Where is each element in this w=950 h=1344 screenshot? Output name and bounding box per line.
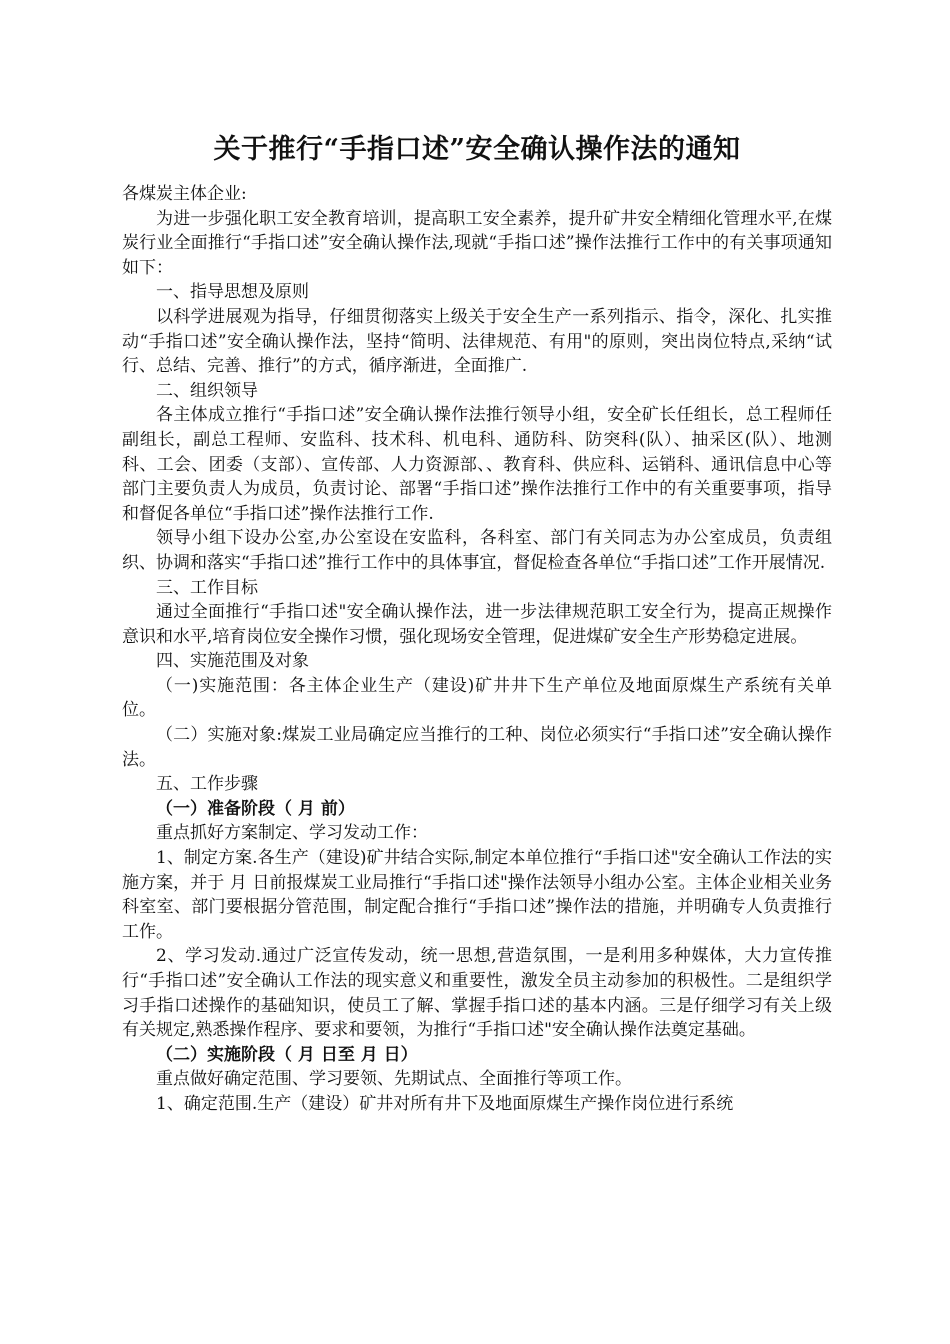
- section-heading-4: 四、实施范围及对象: [156, 651, 309, 672]
- paragraph-leadership-group: 各主体成立推行“手指口述”安全确认操作法推行领导小组，安全矿长任组长，总工程师任副组长，副总工程师、安监科、技术科、机电科、通防科、防突科(队）、抽采区(队）、地测科、工会、团委（支部）、宣传部、人力资源部、、教育科、供应科、运销科、通讯信息中心等部门主要负责人为成员，负责讨论、部署“手指口述”操作法推行工作中的有关重要事项，指导和督促各单位“手指口述”操作法推行工作.: [122, 405, 832, 524]
- paragraph-office: 领导小组下设办公室,办公室设在安监科，各科室、部门有关同志为办公室成员，负责组织、协调和落实“手指口述”推行工作中的具体事宜，督促检查各单位“手指口述”工作开展情况.: [122, 528, 832, 573]
- section-heading-3: 三、工作目标: [156, 577, 258, 598]
- document-title: 关于推行“手指口述”安全确认操作法的通知: [213, 134, 741, 165]
- section-heading-1: 一、指导思想及原则: [156, 282, 309, 303]
- paragraph-implementation-focus: 重点做好确定范围、学习要领、先期试点、全面推行等项工作。: [156, 1069, 632, 1090]
- subheading-preparation-stage: （一）准备阶段（ 月 前）: [156, 798, 355, 819]
- paragraph-scope: （一)实施范围：各主体企业生产（建设)矿井井下生产单位及地面原煤生产系统有关单位。: [122, 675, 832, 721]
- paragraph-targets: （二）实施对象:煤炭工业局确定应当推行的工种、岗位必须实行“手指口述”安全确认操作法。: [122, 725, 832, 770]
- paragraph-study: 2、学习发动.通过广泛宣传发动，统一思想,营造氛围，一是利用多种媒体，大力宣传推行“手指口述”安全确认工作法的现实意义和重要性，激发全员主动参加的积极性。二是组织学习手指口述操作的基础知识，使员工了解、掌握手指口述的基本内涵。三是仔细学习有关上级有关规定,熟悉操作程序、要求和要领，为推行“手指口述"安全确认操作法奠定基础。: [122, 946, 832, 1041]
- salutation: 各煤炭主体企业:: [122, 184, 247, 204]
- paragraph-preparation-focus: 重点抓好方案制定、学习发动工作：: [156, 823, 428, 844]
- paragraph-guiding-principles: 以科学进展观为指导，仔细贯彻落实上级关于安全生产一系列指示、指令，深化、扎实推动“手指口述”安全确认操作法，坚持“简明、法律规范、有用"的原则，突出岗位特点,采纳“试行、总结、完善、推行”的方式，循序渐进，全面推广.: [122, 306, 832, 377]
- paragraph-goals: 通过全面推行“手指口述"安全确认操作法，进一步法律规范职工安全行为，提高正规操作意识和水平,培育岗位安全操作习惯，强化现场安全管理，促进煤矿安全生产形势稳定进展。: [122, 602, 832, 647]
- paragraph-determine-scope: 1、确定范围.生产（建设）矿井对所有井下及地面原煤生产操作岗位进行系统: [156, 1093, 734, 1114]
- intro-paragraph: 为进一步强化职工安全教育培训，提高职工安全素养，提升矿井安全精细化管理水平,在煤炭行业全面推行“手指口述”安全确认操作法,现就“手指口述”操作法推行工作中的有关事项通知如下：: [122, 208, 832, 278]
- section-heading-5: 五、工作步骤: [156, 774, 258, 795]
- subheading-implementation-stage: （二）实施阶段（ 月 日至 月 日）: [156, 1044, 418, 1065]
- paragraph-plan: 1、制定方案.各生产（建设)矿井结合实际,制定本单位推行“手指口述"安全确认工作法的实施方案，并于 月 日前报煤炭工业局推行“手指口述"操作法领导小组办公室。主体企业相关业务科室室、部门要根据分管范围，制定配合推行“手指口述”操作法的措施，并明确专人负责推行工作。: [122, 848, 832, 942]
- section-heading-2: 二、组织领导: [156, 380, 258, 401]
